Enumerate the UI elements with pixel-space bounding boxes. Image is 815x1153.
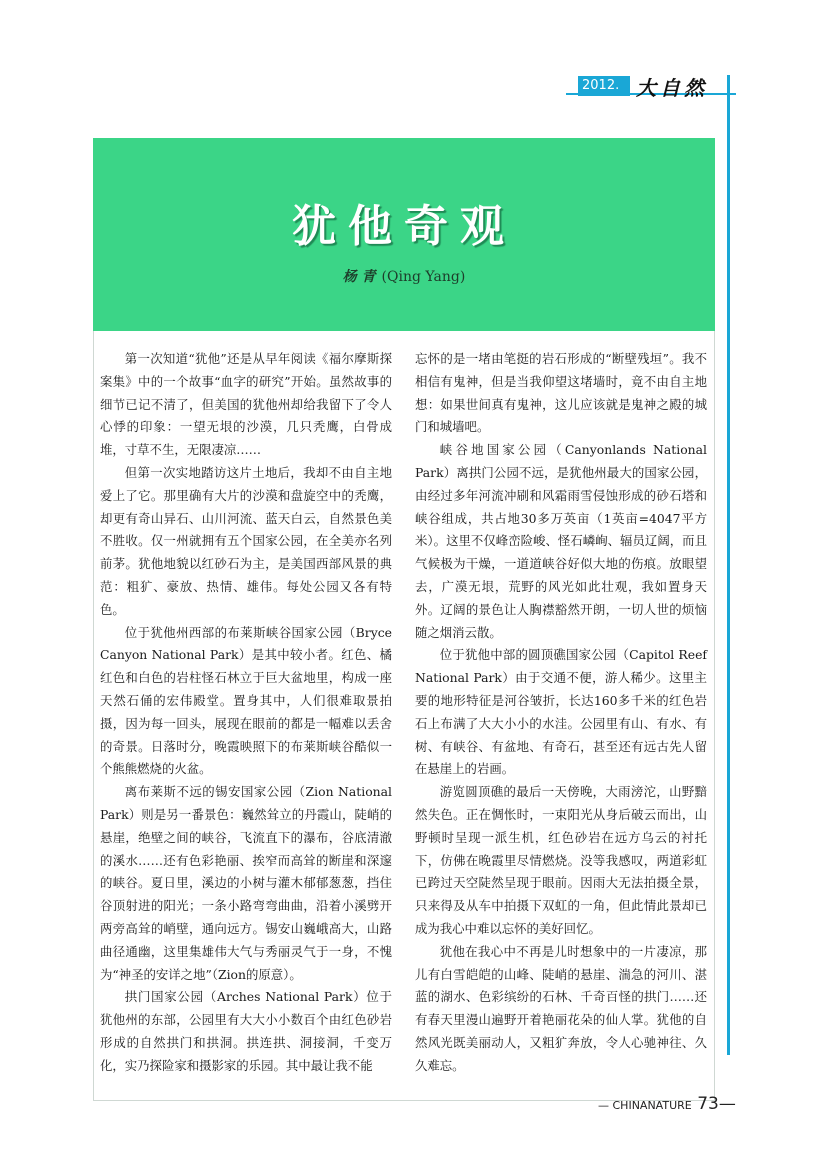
author-name: 杨 青: [342, 269, 376, 285]
paragraph: 位于犹他中部的圆顶礁国家公园（Capitol Reef National Park）由于交通不便，游人稀少。这里主要的地形特征是河谷皱折，长达160多千米的红色岩石上布满了大大小小的水洼。公园里有山、有水、有树、有峡谷、有盆地、有奇石，甚至还有远古先人留在悬崖上的岩画。: [415, 647, 707, 777]
author-byline: [93, 266, 715, 286]
header-accent-bar: [727, 75, 730, 125]
issue-year: 2012.: [578, 76, 630, 96]
paragraph: 但第一次实地踏访这片土地后，我却不由自主地爱上了它。那里确有大片的沙漠和盘旋空中的秃鹰，却更有奇山异石、山川河流、蓝天白云，自然景色美不胜收。仅一州就拥有五个国家公园，在全美亦名列前茅。犹他地貌以红砂石为主，是美国西部风景的典范：粗犷、豪放、热情、雄伟。每处公园又各有特色。: [100, 464, 392, 617]
paragraph: 犹他在我心中不再是儿时想象中的一片凄凉，那儿有白雪皑皑的山峰、陡峭的悬崖、湍急的河川、湛蓝的湖水、色彩缤纷的石林、千奇百怪的拱门……还有春天里漫山遍野开着艳丽花朵的仙人掌。犹他的自然风光既美丽动人，又粗犷奔放，令人心驰神往、久久难忘。: [415, 943, 707, 1073]
article-column-left: [100, 348, 392, 1078]
article-column-right: [415, 348, 707, 1078]
footer-brand: — CHINANATURE: [598, 1099, 692, 1112]
paragraph: 峡谷地国家公园（Canyonlands National Park）离拱门公园不远，是犹他州最大的国家公园，由经过多年河流冲刷和风霜雨雪侵蚀形成的砂石塔和峡谷组成，共占地30多万英亩（1英亩=4047平方米）。这里不仅峰峦险峻、怪石嶙峋、辐员辽阔，而且气候极为干燥，一道道峡谷好似大地的伤痕。放眼望去，广漠无垠，荒野的风光如此壮观，我如置身天外。辽阔的景色让人胸襟豁然开朗，一切人世的烦恼随之烟消云散。: [415, 442, 707, 640]
side-accent-bar: [727, 125, 730, 1055]
paragraph: 游览圆顶礁的最后一天傍晚，大雨滂沱，山野黯然失色。正在惆怅时，一束阳光从身后破云而出，山野顿时呈现一派生机，红色砂岩在远方乌云的衬托下，仿佛在晚霞里尽情燃烧。没等我感叹，两道彩虹已跨过天空陡然呈现于眼前。因雨大无法拍摄全景，只来得及从车中拍摄下双虹的一角，但此情此景却已成为我心中难以忘怀的美好回忆。: [415, 784, 707, 936]
paragraph: 第一次知道“犹他”还是从早年阅读《福尔摩斯探案集》中的一个故事“血字的研究”开始。虽然故事的细节已记不清了，但美国的犹他州却给我留下了令人心悸的印象：一望无垠的沙漠，几只秃鹰，白骨成堆，寸草不生，无限凄凉……: [100, 351, 392, 458]
paragraph: 拱门国家公园（Arches National Park）位于犹他州的东部，公园里有大大小小数百个由红色砂岩形成的自然拱门和拱洞。拱连拱、洞接洞，千变万化，实乃探险家和摄影家的乐园。其中最让我不能: [100, 989, 392, 1073]
paragraph: 位于犹他州西部的布莱斯峡谷国家公园（Bryce Canyon National Park）是其中较小者。红色、橘红色和白色的岩柱怪石林立于巨大盆地里，构成一座天然石俑的宏伟殿堂。置身其中，人们很难取景拍摄，因为每一回头，展现在眼前的都是一幅难以丢舍的奇景。日落时分，晚霞映照下的布莱斯峡谷酷似一个熊熊燃烧的火盆。: [100, 624, 392, 777]
article-title: 犹他奇观: [292, 201, 516, 252]
page-footer: [598, 1094, 736, 1114]
paragraph-continued: 忘怀的是一堵由笔挺的岩石形成的“断壁残垣”。我不相信有鬼神，但是当我仰望这堵墙时，竟不由自主地想：如果世间真有鬼神，这儿应该就是鬼神之殿的城门和城墙吧。: [415, 351, 707, 435]
magazine-name: 大自然: [636, 76, 708, 100]
page-number: 73—: [697, 1094, 736, 1114]
paragraph: 离布莱斯不远的锡安国家公园（Zion National Park）则是另一番景色：巍然耸立的丹霞山，陡峭的悬崖，绝壁之间的峡谷，飞流直下的瀑布，谷底清澈的溪水……还有色彩艳丽、挨窄而高耸的断崖和深邃的峡谷。夏日里，溪边的小树与灌木郁郁葱葱，挡住谷顶射进的阳光；一条小路弯弯曲曲，沿着小溪劈开两旁高耸的峭壁，通向远方。锡安山巍峨高大，山路曲径通幽，这里集雄伟大气与秀丽灵气于一身，不愧为“神圣的安详之地”（Zion的原意）。: [100, 784, 392, 982]
author-latin-name: (Qing Yang): [381, 269, 466, 285]
